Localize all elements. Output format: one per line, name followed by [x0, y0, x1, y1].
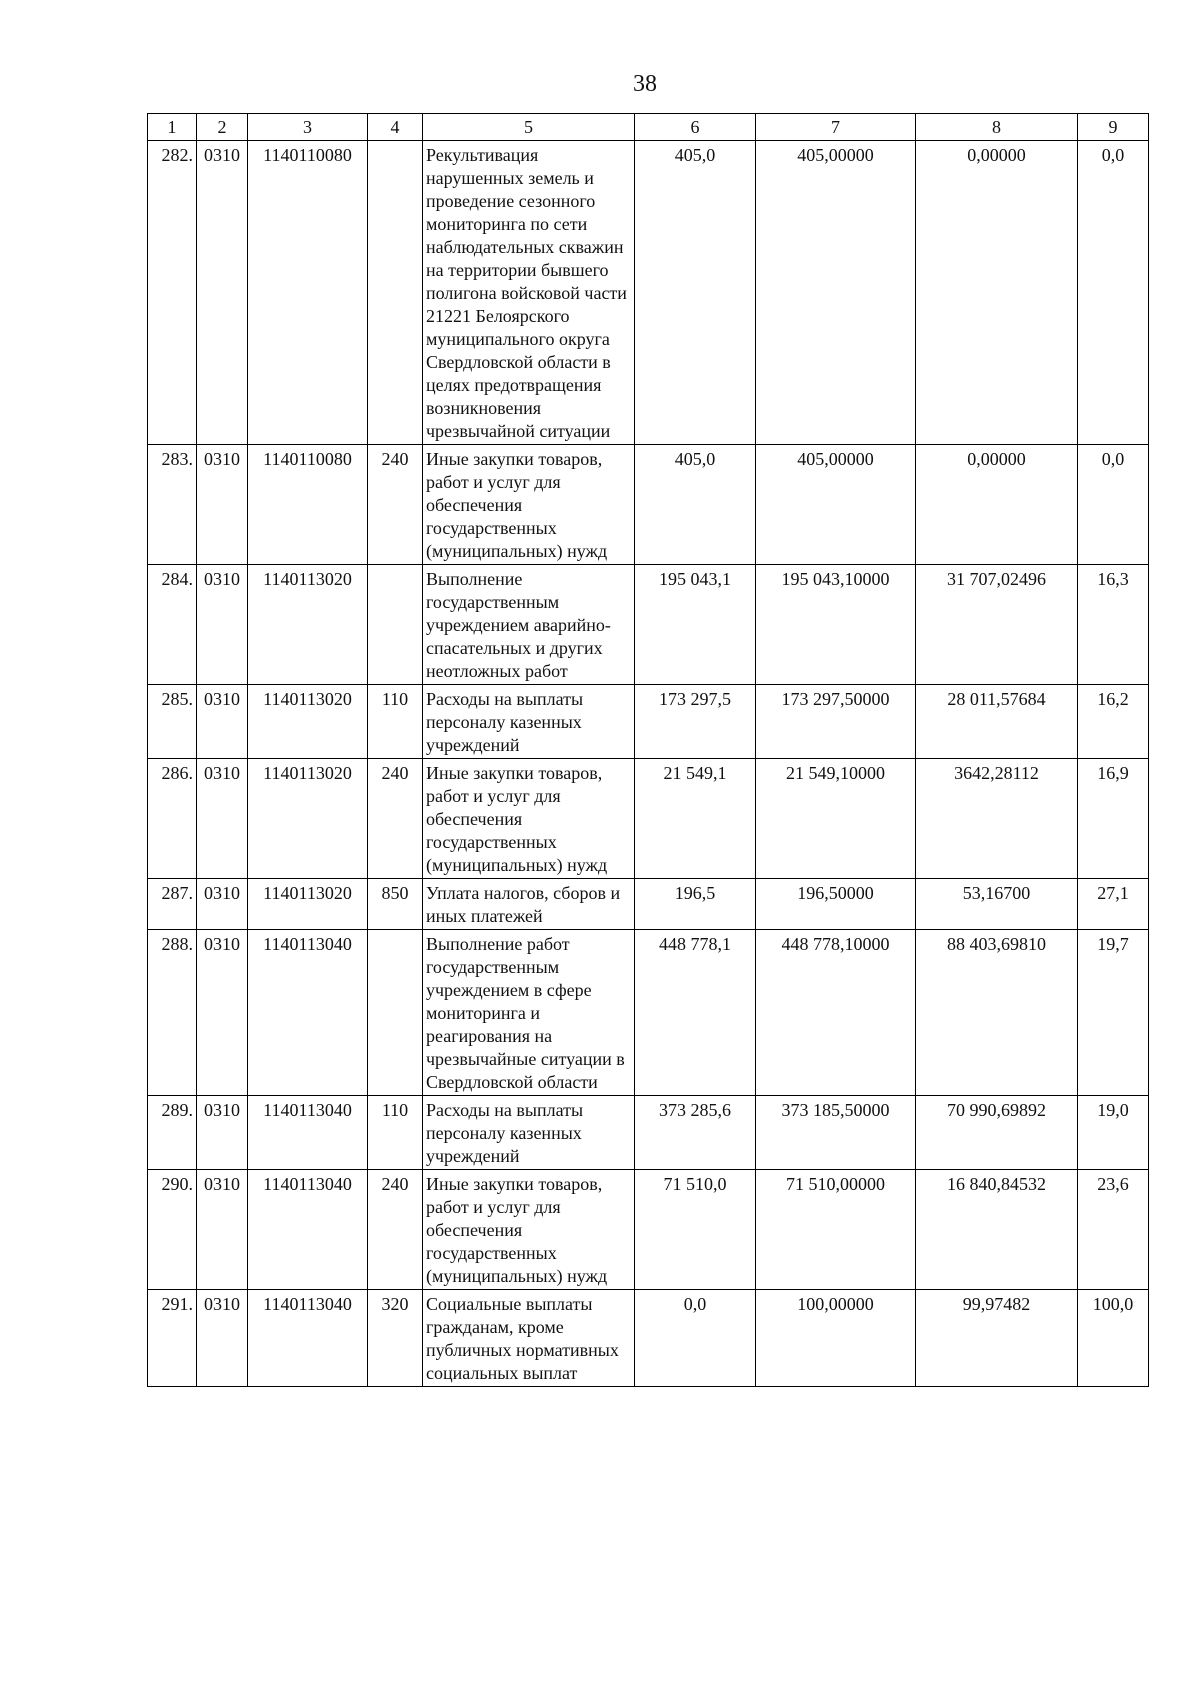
column-7-value-cell: 405,00000 [756, 445, 916, 565]
header-cell-6: 6 [635, 114, 756, 141]
column-9-value-cell: 27,1 [1078, 879, 1149, 930]
column-8-value-cell: 0,00000 [916, 445, 1078, 565]
column-8-value-cell: 28 011,57684 [916, 685, 1078, 759]
section-code-cell: 0310 [197, 565, 248, 685]
table-row [148, 879, 1149, 930]
section-code-cell: 0310 [197, 879, 248, 930]
table-row [148, 1290, 1149, 1387]
column-6-value-cell: 173 297,5 [635, 685, 756, 759]
column-7-value-cell: 71 510,00000 [756, 1170, 916, 1290]
column-6-value-cell: 195 043,1 [635, 565, 756, 685]
expense-type-cell [368, 930, 423, 1096]
column-7-value-cell: 100,00000 [756, 1290, 916, 1387]
target-article-cell: 1140113040 [248, 1170, 368, 1290]
target-article-cell: 1140113040 [248, 1096, 368, 1170]
expense-type-cell [368, 141, 423, 445]
expense-type-cell: 240 [368, 445, 423, 565]
section-code-cell: 0310 [197, 141, 248, 445]
column-6-value-cell: 21 549,1 [635, 759, 756, 879]
column-6-value-cell: 71 510,0 [635, 1170, 756, 1290]
row-number-cell: 282. [148, 141, 197, 445]
column-7-value-cell: 173 297,50000 [756, 685, 916, 759]
column-9-value-cell: 23,6 [1078, 1170, 1149, 1290]
column-8-value-cell: 70 990,69892 [916, 1096, 1078, 1170]
expense-type-cell: 240 [368, 1170, 423, 1290]
item-name-cell: Иные закупки товаров, работ и услуг для обеспечения государственных (муниципальных) нужд [423, 1170, 635, 1290]
row-number-cell: 286. [148, 759, 197, 879]
row-number-cell: 289. [148, 1096, 197, 1170]
item-name-cell: Иные закупки товаров, работ и услуг для обеспечения государственных (муниципальных) нужд [423, 445, 635, 565]
item-name-cell: Рекультивация нарушенных земель и проведение сезонного мониторинга по сети наблюдательных скважин на территории бывшего полигона войсковой части 21221 Белоярского муниципального округа Свердловской области в целях предотвращения возникновения чрезвычайной ситуации [423, 141, 635, 445]
item-name-cell: Уплата налогов, сборов и иных платежей [423, 879, 635, 930]
row-number-cell: 285. [148, 685, 197, 759]
column-6-value-cell: 405,0 [635, 445, 756, 565]
target-article-cell: 1140113040 [248, 1290, 368, 1387]
header-cell-7: 7 [756, 114, 916, 141]
page-number: 38 [633, 71, 657, 97]
expense-type-cell: 850 [368, 879, 423, 930]
section-code-cell: 0310 [197, 1096, 248, 1170]
row-number-cell: 291. [148, 1290, 197, 1387]
column-6-value-cell: 373 285,6 [635, 1096, 756, 1170]
table-row [148, 445, 1149, 565]
header-cell-4: 4 [368, 114, 423, 141]
table-header-row [148, 114, 1149, 141]
target-article-cell: 1140110080 [248, 445, 368, 565]
row-number-cell: 284. [148, 565, 197, 685]
header-cell-3: 3 [248, 114, 368, 141]
section-code-cell: 0310 [197, 445, 248, 565]
column-7-value-cell: 21 549,10000 [756, 759, 916, 879]
item-name-cell: Иные закупки товаров, работ и услуг для обеспечения государственных (муниципальных) нужд [423, 759, 635, 879]
target-article-cell: 1140113040 [248, 930, 368, 1096]
column-8-value-cell: 0,00000 [916, 141, 1078, 445]
header-cell-2: 2 [197, 114, 248, 141]
row-number-cell: 287. [148, 879, 197, 930]
column-6-value-cell: 0,0 [635, 1290, 756, 1387]
column-9-value-cell: 19,0 [1078, 1096, 1149, 1170]
column-6-value-cell: 196,5 [635, 879, 756, 930]
column-7-value-cell: 195 043,10000 [756, 565, 916, 685]
column-9-value-cell: 19,7 [1078, 930, 1149, 1096]
expense-type-cell [368, 565, 423, 685]
column-8-value-cell: 53,16700 [916, 879, 1078, 930]
target-article-cell: 1140110080 [248, 141, 368, 445]
column-7-value-cell: 448 778,10000 [756, 930, 916, 1096]
item-name-cell: Выполнение государственным учреждением аварийно-спасательных и других неотложных работ [423, 565, 635, 685]
column-7-value-cell: 405,00000 [756, 141, 916, 445]
item-name-cell: Расходы на выплаты персоналу казенных учреждений [423, 685, 635, 759]
table-row [148, 759, 1149, 879]
expense-type-cell: 240 [368, 759, 423, 879]
table-row [148, 141, 1149, 445]
table-row [148, 685, 1149, 759]
column-8-value-cell: 31 707,02496 [916, 565, 1078, 685]
column-8-value-cell: 99,97482 [916, 1290, 1078, 1387]
row-number-cell: 283. [148, 445, 197, 565]
section-code-cell: 0310 [197, 1290, 248, 1387]
header-cell-9: 9 [1078, 114, 1149, 141]
table-row [148, 930, 1149, 1096]
header-cell-8: 8 [916, 114, 1078, 141]
column-8-value-cell: 3642,28112 [916, 759, 1078, 879]
column-7-value-cell: 373 185,50000 [756, 1096, 916, 1170]
expense-type-cell: 110 [368, 685, 423, 759]
item-name-cell: Расходы на выплаты персоналу казенных учреждений [423, 1096, 635, 1170]
section-code-cell: 0310 [197, 930, 248, 1096]
table-row [148, 1170, 1149, 1290]
target-article-cell: 1140113020 [248, 759, 368, 879]
column-8-value-cell: 16 840,84532 [916, 1170, 1078, 1290]
item-name-cell: Выполнение работ государственным учреждением в сфере мониторинга и реагирования на чрезвычайные ситуации в Свердловской области [423, 930, 635, 1096]
row-number-cell: 290. [148, 1170, 197, 1290]
item-name-cell: Социальные выплаты гражданам, кроме публичных нормативных социальных выплат [423, 1290, 635, 1387]
header-cell-1: 1 [148, 114, 197, 141]
column-6-value-cell: 405,0 [635, 141, 756, 445]
column-9-value-cell: 0,0 [1078, 141, 1149, 445]
table-row [148, 1096, 1149, 1170]
target-article-cell: 1140113020 [248, 565, 368, 685]
expense-type-cell: 320 [368, 1290, 423, 1387]
column-7-value-cell: 196,50000 [756, 879, 916, 930]
section-code-cell: 0310 [197, 685, 248, 759]
header-cell-5: 5 [423, 114, 635, 141]
column-9-value-cell: 16,9 [1078, 759, 1149, 879]
expense-type-cell: 110 [368, 1096, 423, 1170]
column-9-value-cell: 0,0 [1078, 445, 1149, 565]
target-article-cell: 1140113020 [248, 879, 368, 930]
column-9-value-cell: 16,2 [1078, 685, 1149, 759]
target-article-cell: 1140113020 [248, 685, 368, 759]
column-6-value-cell: 448 778,1 [635, 930, 756, 1096]
section-code-cell: 0310 [197, 1170, 248, 1290]
column-8-value-cell: 88 403,69810 [916, 930, 1078, 1096]
column-9-value-cell: 16,3 [1078, 565, 1149, 685]
section-code-cell: 0310 [197, 759, 248, 879]
table-row [148, 565, 1149, 685]
row-number-cell: 288. [148, 930, 197, 1096]
column-9-value-cell: 100,0 [1078, 1290, 1149, 1387]
budget-table [147, 113, 1149, 1387]
